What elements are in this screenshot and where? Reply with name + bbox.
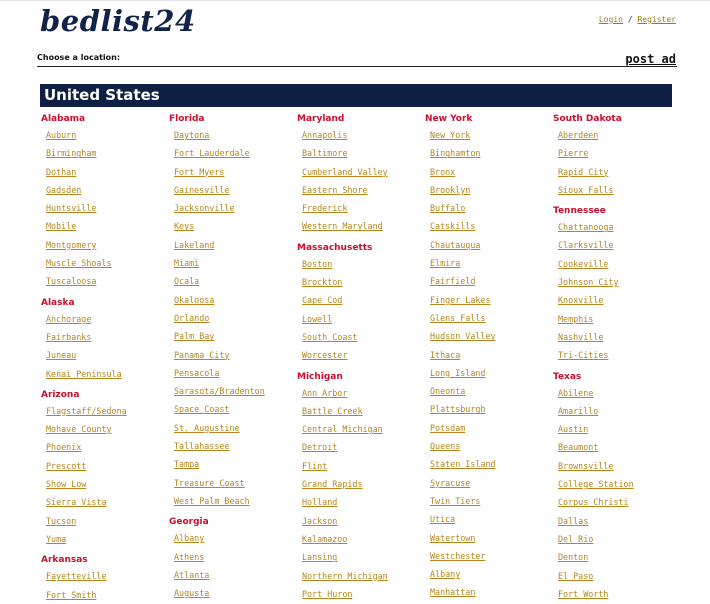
city-link[interactable]: Eastern Shore: [302, 184, 368, 195]
city-link[interactable]: Palm Bay: [174, 331, 215, 342]
state-heading: Georgia: [169, 517, 209, 528]
city-link[interactable]: Battle Creek: [302, 405, 363, 416]
city-link[interactable]: Prescott: [46, 460, 87, 471]
city-link[interactable]: Port Huron: [302, 588, 353, 599]
state-column-4: [425, 112, 553, 602]
city-link[interactable]: Clarksville: [558, 240, 614, 251]
city-link[interactable]: Dothan: [46, 166, 77, 177]
register-link[interactable]: Register: [637, 15, 676, 24]
state-heading: South Dakota: [553, 114, 622, 124]
city-link[interactable]: Del Rio: [558, 533, 594, 544]
city-link[interactable]: Pierre: [558, 148, 589, 159]
state-column-5: [553, 112, 681, 603]
city-link[interactable]: Sarasota/Bradenton: [174, 386, 265, 397]
city-link[interactable]: Beaumont: [558, 442, 599, 453]
state-column-2: [169, 112, 297, 602]
login-link[interactable]: Login: [598, 15, 623, 24]
city-link[interactable]: Northern Michigan: [302, 570, 388, 581]
city-link[interactable]: Flagstaff/Sedona: [46, 405, 127, 416]
city-link[interactable]: Cumberland Valley: [302, 166, 388, 177]
city-link[interactable]: Cookeville: [558, 258, 609, 269]
city-link[interactable]: Gadsden: [46, 184, 82, 195]
post-ad-link[interactable]: post ad: [625, 52, 676, 66]
city-link[interactable]: Fairbanks: [46, 331, 92, 342]
city-link[interactable]: Flint: [302, 460, 328, 471]
city-link[interactable]: Okaloosa: [174, 294, 215, 305]
city-link[interactable]: Glens Falls: [430, 312, 486, 323]
top-divider: [0, 0, 710, 1]
city-link[interactable]: Ithaca: [430, 349, 461, 360]
city-link[interactable]: Treasure Coast: [174, 477, 245, 488]
state-heading: Arizona: [41, 389, 80, 400]
city-link[interactable]: Tallahassee: [174, 441, 230, 452]
city-link[interactable]: Chautauqua: [430, 239, 481, 250]
city-link[interactable]: Watertown: [430, 532, 476, 543]
city-link[interactable]: Aberdeen: [558, 130, 599, 140]
state-heading: Maryland: [297, 114, 345, 124]
state-heading: Alabama: [41, 114, 86, 124]
state-heading: Texas: [553, 371, 582, 382]
city-link[interactable]: Hudson Valley: [430, 331, 496, 342]
city-link[interactable]: Fort Worth: [558, 588, 609, 599]
city-link[interactable]: Chattanooga: [558, 222, 614, 233]
city-link[interactable]: Daytona: [174, 130, 210, 140]
site-logo[interactable]: bedlist24: [40, 4, 196, 38]
state-heading: New York: [425, 114, 473, 124]
city-link[interactable]: El Paso: [558, 570, 594, 581]
city-link[interactable]: Mohave County: [46, 424, 112, 435]
city-link[interactable]: Bronx: [430, 166, 456, 177]
country-banner: United States: [40, 84, 672, 107]
city-link[interactable]: Buffalo: [430, 203, 466, 214]
city-link[interactable]: College Station: [558, 479, 634, 490]
city-link[interactable]: Rapid City: [558, 166, 609, 177]
city-link[interactable]: Knoxville: [558, 295, 604, 306]
city-link[interactable]: Central Michigan: [302, 424, 383, 435]
city-link[interactable]: South Coast: [302, 331, 358, 342]
city-link[interactable]: Lakeland: [174, 239, 215, 250]
city-link[interactable]: Syracuse: [430, 477, 471, 488]
city-link[interactable]: Boston: [302, 258, 333, 269]
city-link[interactable]: Brooklyn: [430, 184, 471, 195]
city-link[interactable]: Miami: [174, 258, 200, 269]
city-link[interactable]: Johnson City: [558, 277, 619, 288]
state-heading: Arkansas: [41, 555, 88, 566]
city-link[interactable]: Montgomery: [46, 239, 97, 250]
city-link[interactable]: Jackson: [302, 515, 338, 526]
city-link[interactable]: Abilene: [558, 387, 594, 398]
state-heading: Massachusetts: [297, 242, 373, 253]
header-rule: [37, 66, 677, 67]
city-link[interactable]: Binghamton: [430, 148, 481, 159]
state-heading: Tennessee: [553, 206, 606, 217]
city-link[interactable]: West Palm Beach: [174, 495, 250, 506]
city-link[interactable]: Nashville: [558, 331, 604, 342]
city-link[interactable]: Fort Myers: [174, 166, 225, 177]
city-link[interactable]: Potsdam: [430, 422, 466, 433]
state-column-1: [41, 112, 169, 604]
city-link[interactable]: Grand Rapids: [302, 479, 363, 490]
city-link[interactable]: Yuma: [46, 533, 67, 544]
city-link[interactable]: Finger Lakes: [430, 294, 491, 305]
city-link[interactable]: Fayetteville: [46, 571, 107, 582]
city-link[interactable]: Kenai Peninsula: [46, 368, 122, 379]
city-link[interactable]: Gainesville: [174, 184, 230, 195]
city-link[interactable]: Fort Smith: [46, 589, 97, 600]
city-link[interactable]: Baltimore: [302, 148, 348, 159]
city-link[interactable]: Sioux Falls: [558, 184, 614, 195]
city-link[interactable]: Long Island: [430, 367, 486, 378]
city-link[interactable]: Holland: [302, 497, 338, 508]
city-link[interactable]: Fairfield: [430, 276, 476, 287]
city-link[interactable]: Western Maryland: [302, 221, 383, 232]
choose-location-label: Choose a location:: [37, 53, 121, 62]
state-heading: Alaska: [41, 297, 75, 308]
state-column-3: [297, 112, 425, 603]
city-link[interactable]: Ocala: [174, 276, 200, 287]
city-link[interactable]: Juneau: [46, 350, 77, 361]
city-link[interactable]: Pensacola: [174, 367, 220, 378]
city-link[interactable]: Jacksonville: [174, 203, 235, 214]
city-link[interactable]: Atlanta: [174, 569, 210, 580]
city-link[interactable]: Lowell: [302, 313, 333, 324]
city-link[interactable]: Oneonta: [430, 386, 466, 397]
city-link[interactable]: Elmira: [430, 258, 461, 269]
city-link[interactable]: Sierra Vista: [46, 497, 107, 508]
city-link[interactable]: Kalamazoo: [302, 533, 348, 544]
city-link[interactable]: Albany: [174, 533, 205, 544]
city-link[interactable]: Brockton: [302, 277, 343, 288]
city-link[interactable]: Denton: [558, 552, 589, 563]
city-link[interactable]: Austin: [558, 424, 589, 435]
city-link[interactable]: Utica: [430, 514, 456, 525]
city-link[interactable]: Athens: [174, 551, 205, 562]
city-link[interactable]: Cape Cod: [302, 295, 343, 306]
city-link[interactable]: Huntsville: [46, 203, 97, 214]
city-link[interactable]: Westchester: [430, 550, 486, 561]
city-link[interactable]: Queens: [430, 441, 461, 452]
city-link[interactable]: Show Low: [46, 479, 87, 490]
city-link[interactable]: Dallas: [558, 515, 589, 526]
city-link[interactable]: Ann Arbor: [302, 387, 348, 398]
city-link[interactable]: Auburn: [46, 130, 77, 140]
city-link[interactable]: Frederick: [302, 203, 348, 214]
city-link[interactable]: Fort Lauderdale: [174, 148, 250, 159]
state-heading: Michigan: [297, 371, 343, 382]
city-link[interactable]: Staten Island: [430, 459, 496, 470]
city-link[interactable]: Worcester: [302, 350, 348, 361]
city-link[interactable]: Keys: [174, 221, 195, 232]
city-link[interactable]: Brownsville: [558, 460, 614, 471]
city-link[interactable]: Phoenix: [46, 442, 82, 453]
city-link[interactable]: Catskills: [430, 221, 476, 232]
city-link[interactable]: Space Coast: [174, 404, 230, 415]
city-link[interactable]: Tampa: [174, 459, 200, 470]
city-link[interactable]: Augusta: [174, 588, 210, 599]
city-link[interactable]: Plattsburgh: [430, 404, 486, 415]
auth-separator: /: [627, 15, 633, 24]
city-link[interactable]: Albany: [430, 569, 461, 580]
auth-links: [599, 15, 676, 24]
city-link[interactable]: Birmingham: [46, 148, 97, 159]
city-link[interactable]: Mobile: [46, 221, 77, 232]
city-link[interactable]: Panama City: [174, 349, 230, 360]
city-link[interactable]: Manhattan: [430, 587, 476, 598]
city-link[interactable]: St. Augustine: [174, 422, 240, 433]
state-heading: Florida: [169, 114, 205, 124]
city-link[interactable]: Memphis: [558, 313, 594, 324]
city-link[interactable]: Lansing: [302, 552, 338, 563]
city-link[interactable]: Twin Tiers: [430, 495, 481, 506]
city-link[interactable]: Corpus Christi: [558, 497, 629, 508]
city-link[interactable]: Anchorage: [46, 313, 92, 324]
city-link[interactable]: Tri-Cities: [558, 350, 609, 361]
city-link[interactable]: Detroit: [302, 442, 338, 453]
city-link[interactable]: New York: [430, 130, 471, 140]
city-link[interactable]: Tucson: [46, 515, 77, 526]
city-link[interactable]: Amarillo: [558, 405, 599, 416]
city-link[interactable]: Annapolis: [302, 130, 348, 140]
city-link[interactable]: Tuscaloosa: [46, 276, 97, 287]
city-link[interactable]: Muscle Shoals: [46, 258, 112, 269]
city-link[interactable]: Orlando: [174, 312, 210, 323]
